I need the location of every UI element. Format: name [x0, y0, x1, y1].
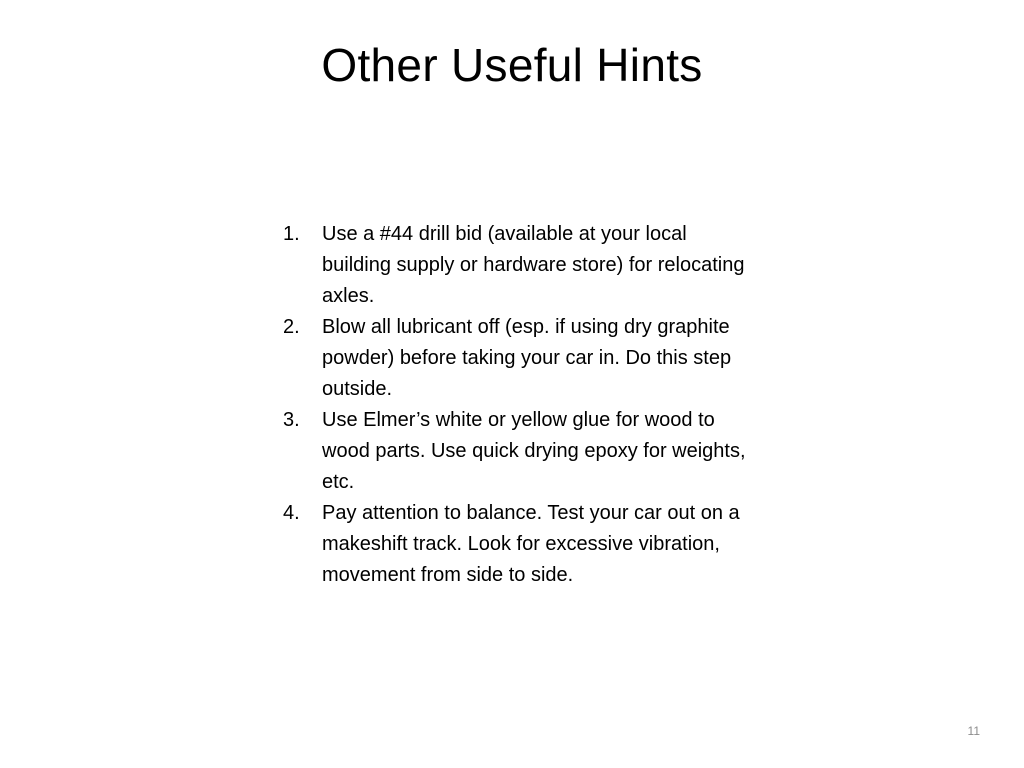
- list-item-text: Pay attention to balance. Test your car out on a makeshift track. Look for excessive vibration, movement from side to side.: [322, 502, 740, 586]
- list-item-number: 2.: [283, 316, 300, 338]
- slide-title: Other Useful Hints: [321, 39, 703, 91]
- hints-list: [283, 219, 753, 591]
- list-item-number: 3.: [283, 409, 300, 431]
- list-item-text: Use Elmer’s white or yellow glue for wood to wood parts. Use quick drying epoxy for weights, etc.: [322, 409, 746, 493]
- list-item: [283, 405, 753, 498]
- list-item: [283, 498, 753, 591]
- list-item: [283, 312, 753, 405]
- list-item-number: 4.: [283, 502, 300, 524]
- list-item-text: Blow all lubricant off (esp. if using dry graphite powder) before taking your car in. Do this step outside.: [322, 316, 732, 400]
- list-item-number: 1.: [283, 223, 300, 245]
- list-item-text: Use a #44 drill bid (available at your local building supply or hardware store) for relocating axles.: [322, 223, 745, 307]
- slide-page-number: 11: [967, 724, 980, 738]
- list-item: [283, 219, 753, 312]
